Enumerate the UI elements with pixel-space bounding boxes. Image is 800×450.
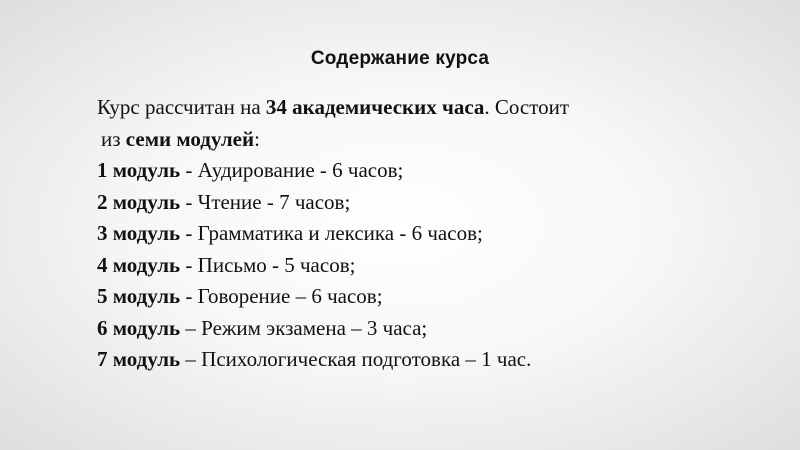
module-text: – Психологическая подготовка – 1 час. xyxy=(180,347,532,371)
intro-line-2-suffix: : xyxy=(254,126,260,151)
intro-line-1 xyxy=(97,92,757,124)
module-item xyxy=(97,344,757,376)
module-label: 6 модуль xyxy=(97,315,181,340)
intro-line-2 xyxy=(97,124,757,156)
module-label: 3 модуль xyxy=(97,221,181,245)
module-text: - Говорение – 6 часов; xyxy=(180,284,383,308)
intro-hours: 34 академических часа xyxy=(265,95,485,119)
module-text: - Аудирование - 6 часов; xyxy=(180,158,404,182)
module-label: 2 модуль xyxy=(97,189,181,214)
module-text: - Чтение - 7 часов; xyxy=(180,189,351,214)
module-item xyxy=(97,187,757,219)
module-label: 4 модуль xyxy=(97,252,181,277)
course-content xyxy=(97,92,757,376)
module-label: 7 модуль xyxy=(97,347,181,371)
module-text: - Письмо - 5 часов; xyxy=(180,252,356,277)
intro-line-1-prefix: Курс рассчитан на xyxy=(97,95,266,119)
module-item xyxy=(97,155,757,187)
module-label: 1 модуль xyxy=(97,158,181,182)
module-text: - Грамматика и лексика - 6 часов; xyxy=(180,221,483,245)
module-text: – Режим экзамена – 3 часа; xyxy=(180,315,428,340)
module-item xyxy=(97,218,757,250)
slide-title: Содержание курса xyxy=(310,48,490,69)
intro-modules-count: семи модулей xyxy=(125,126,255,151)
module-item xyxy=(97,313,757,345)
module-label: 5 модуль xyxy=(97,284,181,308)
intro-line-1-suffix: . Состоит xyxy=(484,95,570,119)
module-item xyxy=(97,281,757,313)
module-item xyxy=(97,250,757,282)
intro-line-2-prefix: из xyxy=(101,126,126,151)
